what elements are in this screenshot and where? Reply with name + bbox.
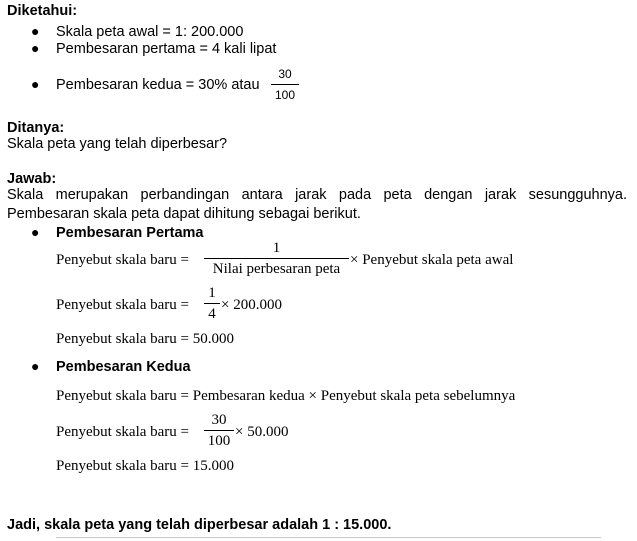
fraction-numerator: 1 [208, 285, 216, 301]
fraction-denominator: 4 [208, 306, 216, 322]
bullet-icon: ● [31, 358, 40, 374]
jawab-heading: Jawab: [7, 171, 57, 187]
conclusion-text: Jadi, skala peta yang telah diperbesar adalah 1 : 15.000. [7, 517, 392, 533]
fraction-numerator: 30 [278, 67, 292, 81]
bullet-icon: ● [31, 40, 40, 56]
fraction-denominator: 100 [274, 88, 296, 102]
fraction-denominator: Nilai perbesaran peta [212, 261, 341, 277]
known-item-initial-scale: Skala peta awal = 1: 200.000 [56, 24, 244, 40]
eq5-lhs: Penyebut skala baru = [56, 424, 190, 440]
eq3-result: Penyebut skala baru = 50.000 [56, 331, 235, 347]
answer-intro-line-1: Skala merupakan perbandingan antara jarak pada peta dengan jarak sesungguhnya. [7, 187, 627, 203]
question-text: Skala peta yang telah diperbesar? [7, 136, 228, 152]
known-item-first-enlargement: Pembesaran pertama = 4 kali lipat [56, 41, 277, 57]
bullet-icon: ● [31, 23, 40, 39]
fraction-30-over-100 [204, 412, 234, 449]
first-enlargement-heading: Pembesaran Pertama [56, 225, 204, 241]
fraction-30-100 [271, 66, 299, 103]
fraction-1-over-nilai [204, 240, 349, 277]
second-enlargement-heading: Pembesaran Kedua [56, 359, 191, 375]
eq4-formula: Penyebut skala baru = Pembesaran kedua × Penyebut skala peta sebelumnya [56, 388, 516, 404]
known-item-second-enlargement: Pembesaran kedua = 30% atau [56, 77, 260, 93]
fraction-numerator: 30 [211, 412, 227, 428]
footer-divider [56, 537, 601, 538]
answer-intro-line-2: Pembesaran skala peta dapat dihitung sebagai berikut. [7, 206, 361, 222]
fraction-1-over-4 [204, 285, 220, 322]
fraction-bar [204, 258, 349, 259]
fraction-bar [204, 303, 220, 304]
eq2-rhs: × 200.000 [221, 297, 282, 313]
eq1-lhs: Penyebut skala baru = [56, 252, 190, 268]
bullet-icon: ● [31, 224, 40, 240]
eq5-rhs: × 50.000 [235, 424, 289, 440]
fraction-numerator: 1 [272, 240, 281, 256]
fraction-denominator: 100 [207, 433, 231, 449]
eq2-lhs: Penyebut skala baru = [56, 297, 190, 313]
bullet-icon: ● [31, 76, 40, 92]
ditanya-heading: Ditanya: [7, 120, 65, 136]
fraction-bar [271, 84, 299, 85]
eq1-rhs: × Penyebut skala peta awal [350, 252, 514, 268]
diketahui-heading: Diketahui: [7, 3, 78, 19]
fraction-bar [204, 430, 234, 431]
eq6-result: Penyebut skala baru = 15.000 [56, 458, 235, 474]
